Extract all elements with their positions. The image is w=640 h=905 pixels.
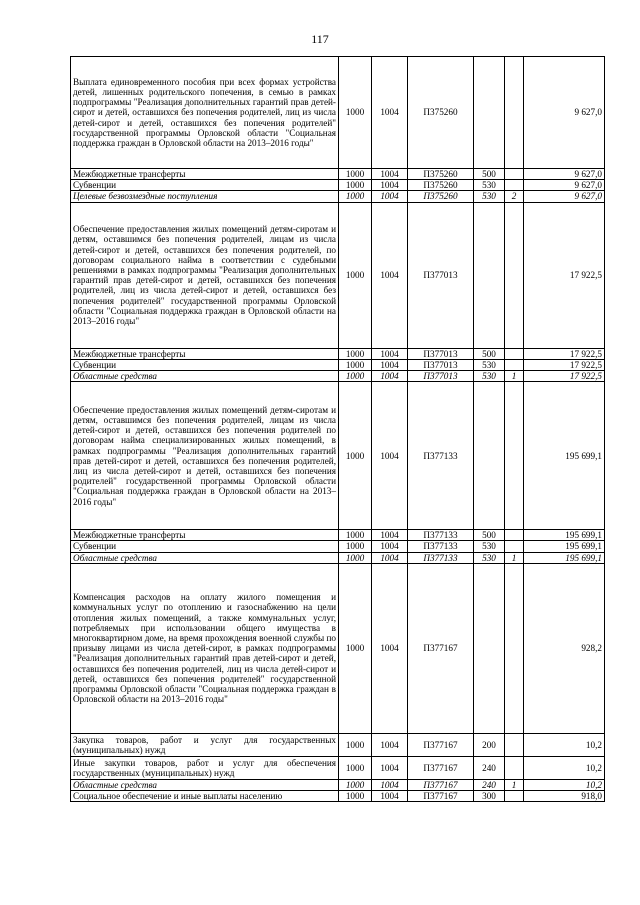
item-name: Целевые безвозмездные поступления [71, 191, 339, 202]
expense-type-code: 530 [474, 552, 505, 563]
section-code: 1000 [339, 552, 372, 563]
table-row [71, 57, 605, 169]
subsection-code: 1004 [372, 552, 408, 563]
table-row [71, 733, 605, 756]
budget-table-body [71, 57, 605, 802]
table-row [71, 382, 605, 530]
table-row [71, 552, 605, 563]
item-name: Субвенции [71, 541, 339, 552]
subsection-code: 1004 [372, 57, 408, 169]
funding-source-code [505, 563, 524, 733]
subsection-code: 1004 [372, 191, 408, 202]
target-article-code: П377167 [408, 791, 474, 802]
subsection-code: 1004 [372, 779, 408, 790]
amount-value: 195 699,1 [524, 541, 605, 552]
table-row [71, 359, 605, 370]
funding-source-code: 1 [505, 779, 524, 790]
funding-source-code [505, 180, 524, 191]
expense-type-code: 240 [474, 756, 505, 779]
amount-value: 10,2 [524, 756, 605, 779]
funding-source-code [505, 530, 524, 541]
table-row [71, 779, 605, 790]
funding-source-code: 1 [505, 552, 524, 563]
table-row [71, 202, 605, 348]
budget-table [70, 56, 605, 802]
funding-source-code [505, 202, 524, 348]
amount-value: 918,0 [524, 791, 605, 802]
item-name: Областные средства [71, 371, 339, 382]
table-row [71, 563, 605, 733]
target-article-code: П377133 [408, 552, 474, 563]
amount-value: 17 922,5 [524, 371, 605, 382]
subsection-code: 1004 [372, 733, 408, 756]
amount-value: 195 699,1 [524, 552, 605, 563]
section-code: 1000 [339, 791, 372, 802]
amount-value: 17 922,5 [524, 359, 605, 370]
target-article-code: П377167 [408, 756, 474, 779]
subsection-code: 1004 [372, 791, 408, 802]
section-code: 1000 [339, 779, 372, 790]
subsection-code: 1004 [372, 530, 408, 541]
expense-type-code: 530 [474, 180, 505, 191]
table-row [71, 348, 605, 359]
subsection-code: 1004 [372, 359, 408, 370]
amount-value: 17 922,5 [524, 202, 605, 348]
expense-type-code: 200 [474, 733, 505, 756]
item-name: Субвенции [71, 180, 339, 191]
table-row [71, 791, 605, 802]
target-article-code: П377167 [408, 563, 474, 733]
funding-source-code [505, 57, 524, 169]
item-name: Областные средства [71, 779, 339, 790]
item-name: Межбюджетные трансферты [71, 530, 339, 541]
subsection-code: 1004 [372, 180, 408, 191]
target-article-code: П377013 [408, 202, 474, 348]
funding-source-code [505, 733, 524, 756]
amount-value: 10,2 [524, 733, 605, 756]
item-name: Областные средства [71, 552, 339, 563]
funding-source-code [505, 359, 524, 370]
expense-type-code: 530 [474, 191, 505, 202]
item-name: Иные закупки товаров, работ и услуг для обеспечения государственных (муниципальных) нужд [71, 756, 339, 779]
item-name: Субвенции [71, 359, 339, 370]
subsection-code: 1004 [372, 348, 408, 359]
item-name: Межбюджетные трансферты [71, 169, 339, 180]
expense-type-code [474, 57, 505, 169]
table-row [71, 180, 605, 191]
funding-source-code [505, 756, 524, 779]
funding-source-code: 1 [505, 371, 524, 382]
target-article-code: П377013 [408, 348, 474, 359]
expense-type-code [474, 202, 505, 348]
section-code: 1000 [339, 359, 372, 370]
section-code: 1000 [339, 530, 372, 541]
subsection-code: 1004 [372, 202, 408, 348]
expense-type-code: 500 [474, 169, 505, 180]
funding-source-code [505, 791, 524, 802]
amount-value: 195 699,1 [524, 382, 605, 530]
item-name: Закупка товаров, работ и услуг для государственных (муниципальных) нужд [71, 733, 339, 756]
funding-source-code [505, 169, 524, 180]
subsection-code: 1004 [372, 169, 408, 180]
section-code: 1000 [339, 756, 372, 779]
amount-value: 9 627,0 [524, 180, 605, 191]
target-article-code: П375260 [408, 180, 474, 191]
table-row [71, 169, 605, 180]
target-article-code: П377133 [408, 541, 474, 552]
table-row [71, 371, 605, 382]
subsection-code: 1004 [372, 563, 408, 733]
amount-value: 9 627,0 [524, 191, 605, 202]
expense-type-code: 240 [474, 779, 505, 790]
target-article-code: П375260 [408, 191, 474, 202]
table-row [71, 530, 605, 541]
table-row [71, 191, 605, 202]
section-code: 1000 [339, 733, 372, 756]
section-code: 1000 [339, 382, 372, 530]
expense-type-code: 530 [474, 371, 505, 382]
target-article-code: П377013 [408, 359, 474, 370]
funding-source-code: 2 [505, 191, 524, 202]
item-name: Обеспечение предоставления жилых помещений детям-сиротам и детям, оставшимся без попечения родителей, лицам из числа детей-сирот и детей, оставшихся без попечения родителей по договорам найма специализированных жилых помещений, в рамках подпрограммы "Реализация дополнительных гарантий прав детей-сирот и детей, оставшихся без попечения родителей, лиц из числа детей-сирот и детей, оставшихся без попечения родителей" государственной программы Орловской области "Социальная поддержка граждан в Орловской области на 2013–2016 годы" [71, 382, 339, 530]
funding-source-code [505, 541, 524, 552]
amount-value: 17 922,5 [524, 348, 605, 359]
section-code: 1000 [339, 348, 372, 359]
subsection-code: 1004 [372, 541, 408, 552]
section-code: 1000 [339, 169, 372, 180]
expense-type-code: 500 [474, 348, 505, 359]
item-name: Выплата единовременного пособия при всех формах устройства детей, лишенных родительского попечения, в семью в рамках подпрограммы "Реализация дополнительных гарантий прав детей-сирот и детей, оставшихся без попечения родителей, лиц из числа детей-сирот и детей, оставшихся без попечения родителей" государственной программы Орловской области "Социальная поддержка граждан в Орловской области на 2013–2016 годы" [71, 57, 339, 169]
section-code: 1000 [339, 371, 372, 382]
funding-source-code [505, 382, 524, 530]
page-number: 117 [311, 32, 329, 46]
section-code: 1000 [339, 541, 372, 552]
section-code: 1000 [339, 180, 372, 191]
item-name: Социальное обеспечение и иные выплаты населению [71, 791, 339, 802]
expense-type-code: 500 [474, 530, 505, 541]
subsection-code: 1004 [372, 382, 408, 530]
subsection-code: 1004 [372, 371, 408, 382]
item-name: Межбюджетные трансферты [71, 348, 339, 359]
target-article-code: П377133 [408, 382, 474, 530]
amount-value: 195 699,1 [524, 530, 605, 541]
item-name: Компенсация расходов на оплату жилого помещения и коммунальных услуг по отоплению и газоснабжению на цели отопления жилых помещений, а также коммунальных услуг, потребляемых при использовании общего имущества в многоквартирном доме, на время прохождения военной службы по призыву лицами из числа детей-сирот, в рамках подпрограммы "Реализация дополнительных гарантий прав детей-сирот и детей, оставшихся без попечения родителей, лиц из числа детей-сирот и детей, оставшихся без попечения родителей" государственной программы Орловской области "Социальная поддержка граждан в Орловской области на 2013–2016 годы" [71, 563, 339, 733]
expense-type-code: 300 [474, 791, 505, 802]
funding-source-code [505, 348, 524, 359]
expense-type-code [474, 382, 505, 530]
expense-type-code: 530 [474, 359, 505, 370]
target-article-code: П375260 [408, 169, 474, 180]
target-article-code: П377167 [408, 779, 474, 790]
amount-value: 9 627,0 [524, 169, 605, 180]
amount-value: 928,2 [524, 563, 605, 733]
section-code: 1000 [339, 563, 372, 733]
expense-type-code [474, 563, 505, 733]
target-article-code: П377167 [408, 733, 474, 756]
amount-value: 10,2 [524, 779, 605, 790]
table-row [71, 541, 605, 552]
target-article-code: П377133 [408, 530, 474, 541]
target-article-code: П375260 [408, 57, 474, 169]
section-code: 1000 [339, 191, 372, 202]
amount-value: 9 627,0 [524, 57, 605, 169]
expense-type-code: 530 [474, 541, 505, 552]
target-article-code: П377013 [408, 371, 474, 382]
subsection-code: 1004 [372, 756, 408, 779]
section-code: 1000 [339, 57, 372, 169]
table-row [71, 756, 605, 779]
item-name: Обеспечение предоставления жилых помещений детям-сиротам и детям, оставшимся без попечения родителей, лицам из числа детей-сирот и детей, оставшихся без попечения родителей, по договорам социального найма в соответствии с судебными решениями в рамках подпрограммы "Реализация дополнительных гарантий прав детей-сирот и детей, оставшихся без попечения родителей, лиц из числа детей-сирот и детей, оставшихся без попечения родителей" государственной программы Орловской области "Социальная поддержка граждан в Орловской области на 2013–2016 годы" [71, 202, 339, 348]
section-code: 1000 [339, 202, 372, 348]
